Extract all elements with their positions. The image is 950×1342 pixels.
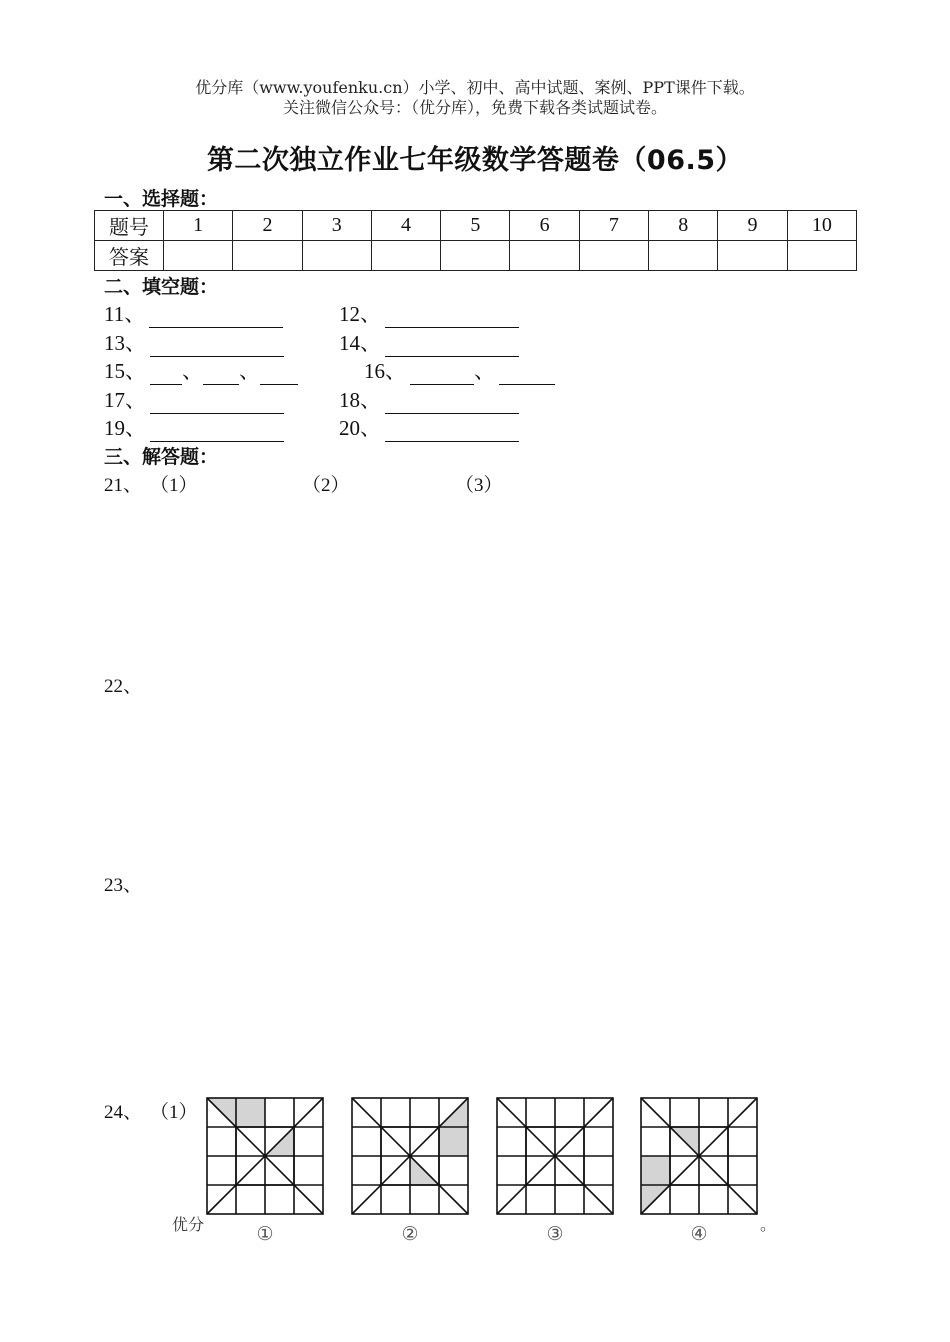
figure-caption-2: ② — [401, 1223, 419, 1245]
answer-blank[interactable] — [150, 364, 182, 385]
grid-figure-4 — [640, 1097, 758, 1215]
separator: 、 — [239, 359, 260, 383]
question-20 — [339, 412, 519, 442]
question-number: 20、 — [339, 416, 381, 440]
choice-answer-table — [94, 210, 857, 271]
answer-cell[interactable] — [579, 241, 648, 271]
answer-blank[interactable] — [150, 336, 284, 357]
question-15 — [104, 355, 298, 385]
answer-blank[interactable] — [385, 421, 519, 442]
answer-cell[interactable] — [233, 241, 302, 271]
row-label-number: 题号 — [95, 211, 164, 241]
table-cell-number: 2 — [233, 211, 302, 241]
question-11 — [104, 298, 283, 328]
answer-cell[interactable] — [649, 241, 718, 271]
separator: 、 — [182, 359, 203, 383]
question-number: 12、 — [339, 302, 381, 326]
question-number: 16、 — [364, 359, 406, 383]
answer-cell[interactable] — [302, 241, 371, 271]
footer-fragment-right: 。 — [760, 1215, 777, 1234]
footer-fragment-left: 优分 — [172, 1215, 205, 1234]
question-21-part-2: （2） — [302, 475, 350, 496]
question-16 — [364, 355, 555, 385]
grid-figure-3 — [496, 1097, 614, 1215]
question-19 — [104, 412, 284, 442]
header-line-2: 关注微信公众号：（优分库），免费下载各类试题试卷。 — [282, 98, 667, 117]
question-18 — [339, 384, 519, 414]
answer-cell[interactable] — [371, 241, 440, 271]
answer-cell[interactable] — [441, 241, 510, 271]
table-cell-number: 8 — [649, 211, 718, 241]
table-cell-number: 10 — [787, 211, 856, 241]
question-number: 17、 — [104, 388, 146, 412]
question-number: 15、 — [104, 359, 146, 383]
table-cell-number: 1 — [164, 211, 233, 241]
question-21-number: 21、 — [104, 475, 143, 496]
answer-cell[interactable] — [787, 241, 856, 271]
question-number: 18、 — [339, 388, 381, 412]
question-21-part-1: （1） — [150, 475, 198, 496]
question-24-number: 24、 — [104, 1102, 143, 1123]
answer-blank[interactable] — [410, 364, 474, 385]
answer-blank[interactable] — [260, 364, 298, 385]
answer-blank[interactable] — [203, 364, 239, 385]
question-23-number: 23、 — [104, 875, 143, 896]
page-title: 第二次独立作业七年级数学答题卷（06.5） — [206, 145, 744, 176]
figure-caption-1: ① — [256, 1223, 274, 1245]
row-label-answer: 答案 — [95, 241, 164, 271]
answer-cell[interactable] — [718, 241, 787, 271]
section-solve-heading: 三、解答题： — [104, 446, 219, 468]
question-22-number: 22、 — [104, 676, 143, 697]
answer-blank[interactable] — [499, 364, 555, 385]
question-13 — [104, 327, 284, 357]
grid-figure-2 — [351, 1097, 469, 1215]
question-number: 14、 — [339, 331, 381, 355]
question-number: 11、 — [104, 302, 146, 326]
table-cell-number: 3 — [302, 211, 371, 241]
table-cell-number: 4 — [371, 211, 440, 241]
question-number: 19、 — [104, 416, 146, 440]
header-line-1: 优分库（www.youfenku.cn）小学、初中、高中试题、案例、PPT课件下载。 — [195, 78, 755, 97]
section-choice-heading: 一、选择题： — [104, 188, 219, 210]
table-row-numbers — [95, 211, 857, 241]
question-24-part-1: （1） — [150, 1102, 198, 1123]
table-row-answers — [95, 241, 857, 271]
answer-blank[interactable] — [149, 307, 283, 328]
answer-blank[interactable] — [150, 421, 284, 442]
table-cell-number: 5 — [441, 211, 510, 241]
table-cell-number: 7 — [579, 211, 648, 241]
answer-blank[interactable] — [150, 393, 284, 414]
answer-blank[interactable] — [385, 393, 519, 414]
section-fill-heading: 二、填空题： — [104, 276, 219, 298]
question-21-part-3: （3） — [455, 475, 503, 496]
question-12 — [339, 298, 519, 328]
table-cell-number: 6 — [510, 211, 579, 241]
question-17 — [104, 384, 284, 414]
grid-figure-1 — [206, 1097, 324, 1215]
table-cell-number: 9 — [718, 211, 787, 241]
answer-cell[interactable] — [164, 241, 233, 271]
separator: 、 — [474, 359, 495, 383]
figure-caption-4: ④ — [690, 1223, 708, 1245]
answer-cell[interactable] — [510, 241, 579, 271]
figure-caption-3: ③ — [546, 1223, 564, 1245]
answer-blank[interactable] — [385, 307, 519, 328]
question-14 — [339, 327, 519, 357]
answer-blank[interactable] — [385, 336, 519, 357]
question-number: 13、 — [104, 331, 146, 355]
